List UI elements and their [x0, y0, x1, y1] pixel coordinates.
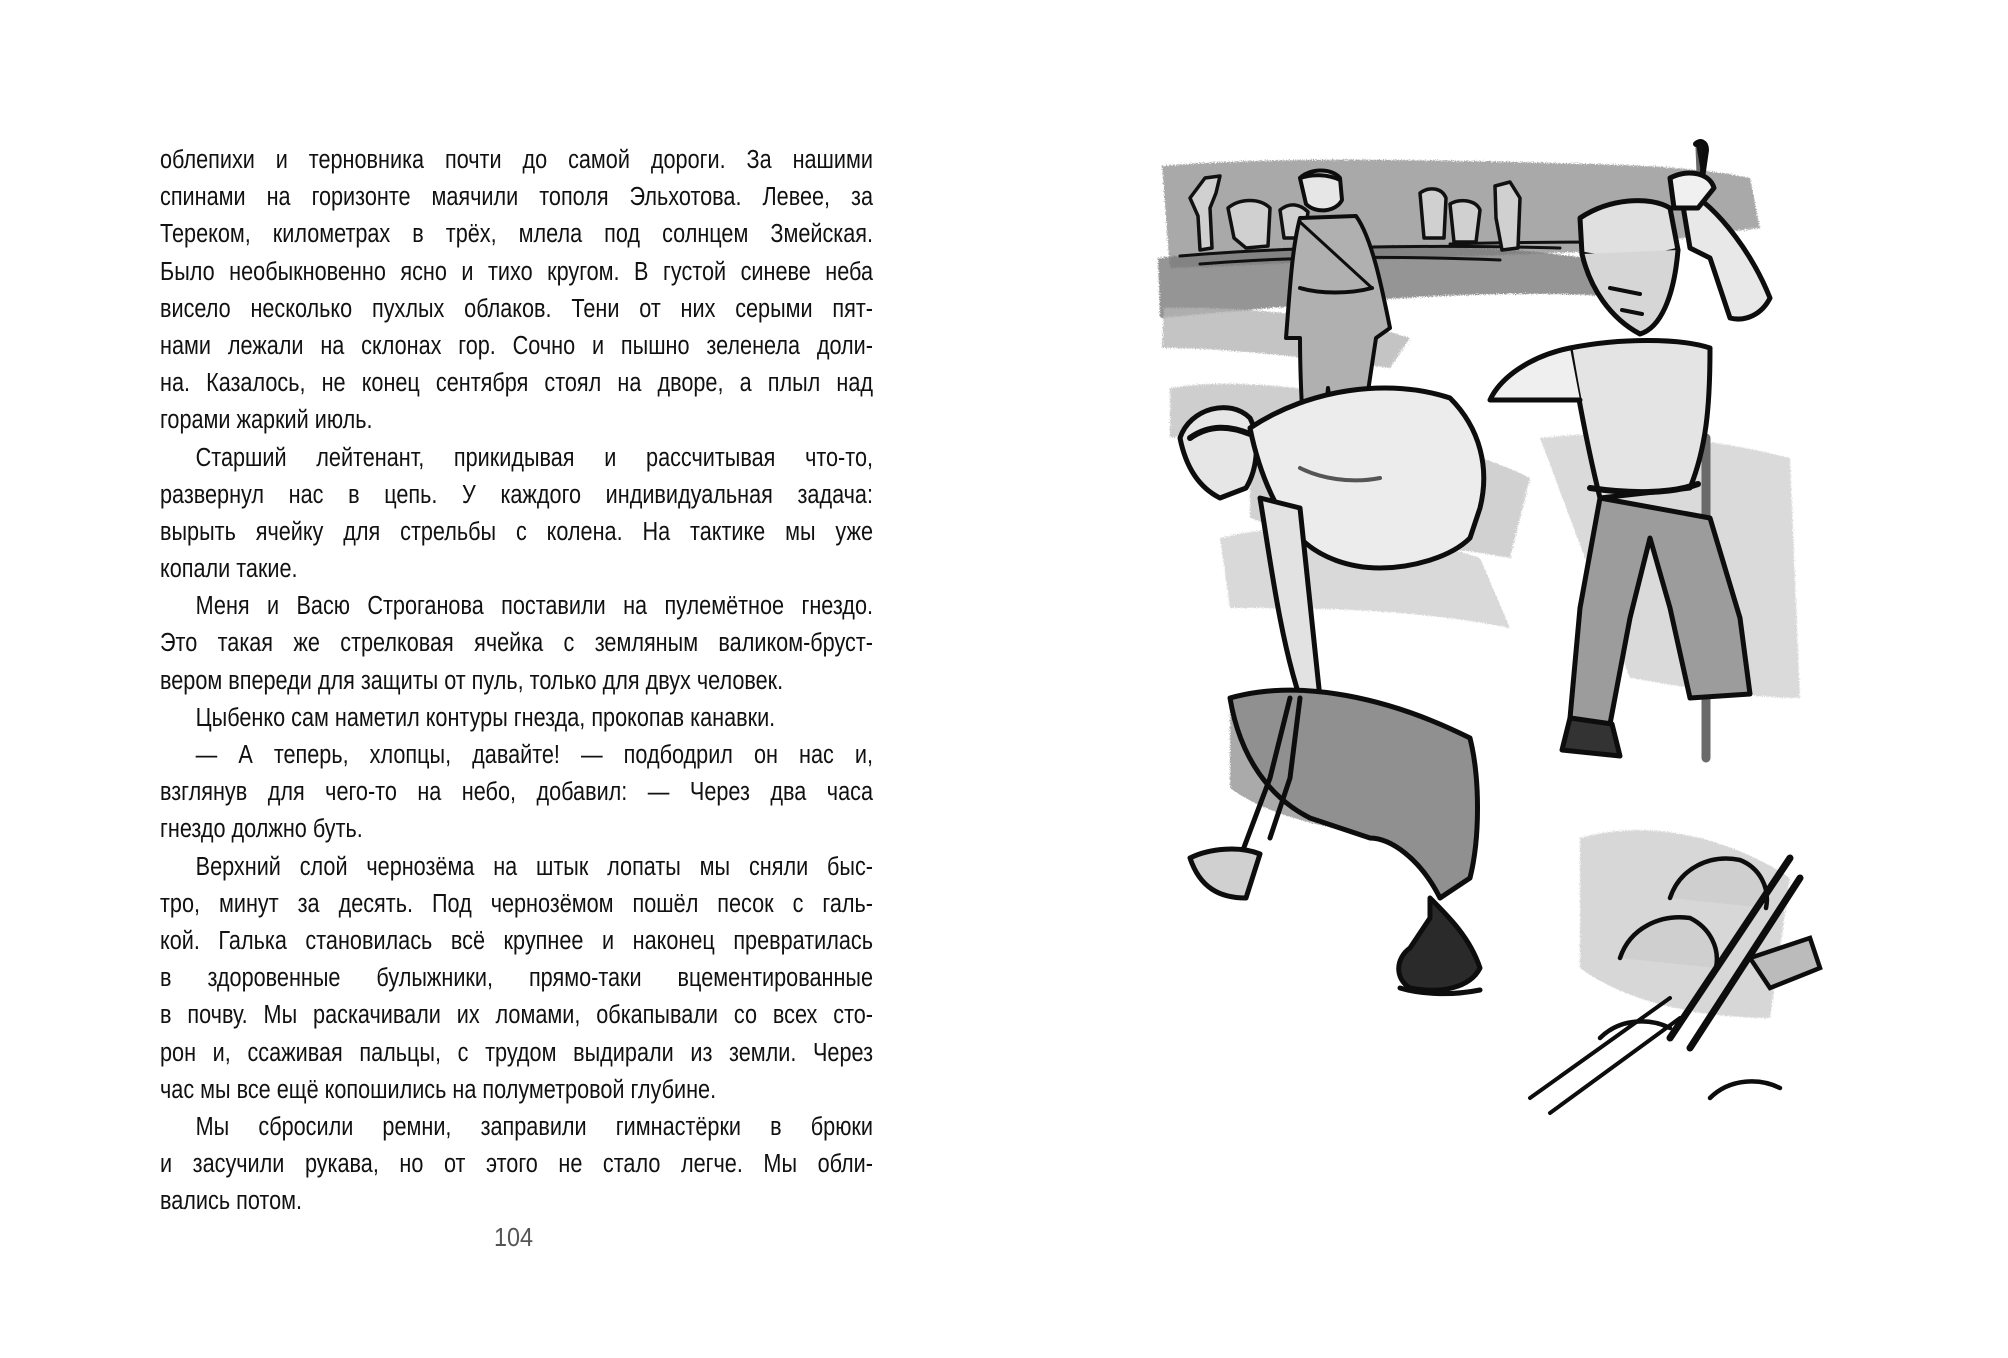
text-line [160, 811, 873, 848]
text-line [160, 365, 873, 402]
text-line [160, 216, 873, 253]
text-line [160, 923, 873, 960]
text-line [160, 997, 873, 1034]
text-line-content: гнездо должно буть. [160, 815, 363, 844]
text-line-content: вырыть ячейку для стрельбы с колена. На тактике мы уже [160, 517, 873, 546]
page-number: 104 [494, 1222, 534, 1252]
text-line-content: в здоровенные булыжники, прямо-таки вцементированные [160, 964, 873, 993]
text-line [160, 254, 873, 291]
text-line [160, 440, 873, 477]
text-line-content: развернул нас в цепь. У каждого индивидуальная задача: [160, 480, 873, 509]
text-line [160, 1072, 873, 1109]
text-line [160, 551, 873, 588]
text-line-content: висело несколько пухлых облаков. Тени от них серыми пят- [160, 294, 873, 323]
text-line-content: копали такие. [160, 555, 298, 584]
text-line-content: и засучили рукава, но от этого не стало легче. Мы обли- [160, 1150, 873, 1179]
text-line [160, 625, 873, 662]
text-line-content: спинами на горизонте маячили тополя Эльхотова. Левее, за [160, 183, 873, 212]
text-line-content: нами лежали на склонах гор. Сочно и пышно зеленела доли- [160, 331, 873, 360]
text-line-content: рон и, ссаживая пальцы, с трудом выдирали из земли. Через [160, 1038, 873, 1067]
text-line-content: Меня и Васю Строганова поставили на пулемётное гнездо. [195, 592, 873, 621]
text-line-content: взглянув для чего-то на небо, добавил: — Через два часа [160, 778, 873, 807]
text-line [160, 328, 873, 365]
text-line-content: Было необыкновенно ясно и тихо кругом. В густой синеве неба [160, 257, 873, 286]
text-line [160, 477, 873, 514]
text-line [160, 291, 873, 328]
book-page-left [160, 142, 873, 1220]
text-line-content: кой. Галька становилась всё крупнее и наконец превратилась [160, 926, 873, 955]
text-line [160, 514, 873, 551]
text-line [160, 737, 873, 774]
text-line [160, 1146, 873, 1183]
text-line [160, 179, 873, 216]
text-line [160, 886, 873, 923]
text-line-content: Старший лейтенант, прикидывая и рассчитывая что-то, [195, 443, 873, 472]
text-line [160, 1035, 873, 1072]
text-line-content: Верхний слой чернозёма на штык лопаты мы сняли быс- [195, 852, 873, 881]
text-line [160, 774, 873, 811]
text-line [160, 588, 873, 625]
text-line [160, 1109, 873, 1146]
text-line-content: — А теперь, хлопцы, давайте! — подбодрил он нас и, [195, 741, 873, 769]
text-line [160, 960, 873, 997]
text-line-content: тро, минут за десять. Под чернозёмом пошёл песок с галь- [160, 889, 873, 918]
text-line-content: Мы сбросили ремни, заправили гимнастёрки в брюки [195, 1112, 873, 1141]
text-line [160, 402, 873, 439]
text-line-content: горами жаркий июль. [160, 406, 373, 435]
text-line-content: Тереком, километрах в трёх, млела под солнцем Змейская. [160, 220, 873, 249]
text-line-content: в почву. Мы раскачивали их ломами, обкапывали со всех сто- [160, 1001, 873, 1030]
text-line [160, 849, 873, 886]
text-line-content: Это такая же стрелковая ячейка с земляным валиком-бруст- [160, 629, 873, 658]
text-line-content: Цыбенко сам наметил контуры гнезда, прокопав канавки. [195, 703, 776, 732]
text-line [160, 700, 873, 737]
text-line [160, 663, 873, 700]
text-line-content: вались потом. [160, 1187, 303, 1216]
text-line-content: час мы все ещё копошились на полуметровой глубине. [160, 1075, 717, 1104]
illustration-soldiers-digging [1150, 138, 1830, 1183]
text-line [160, 1183, 873, 1220]
text-line-content: вером впереди для защиты от пуль, только для двух человек. [160, 666, 784, 695]
text-line [160, 142, 873, 179]
text-line-content: на. Казалось, не конец сентября стоял на дворе, а плыл над [160, 369, 873, 398]
bending-soldier [1180, 388, 1484, 994]
text-line-content: облепихи и терновника почти до самой дороги. За нашими [160, 146, 873, 174]
